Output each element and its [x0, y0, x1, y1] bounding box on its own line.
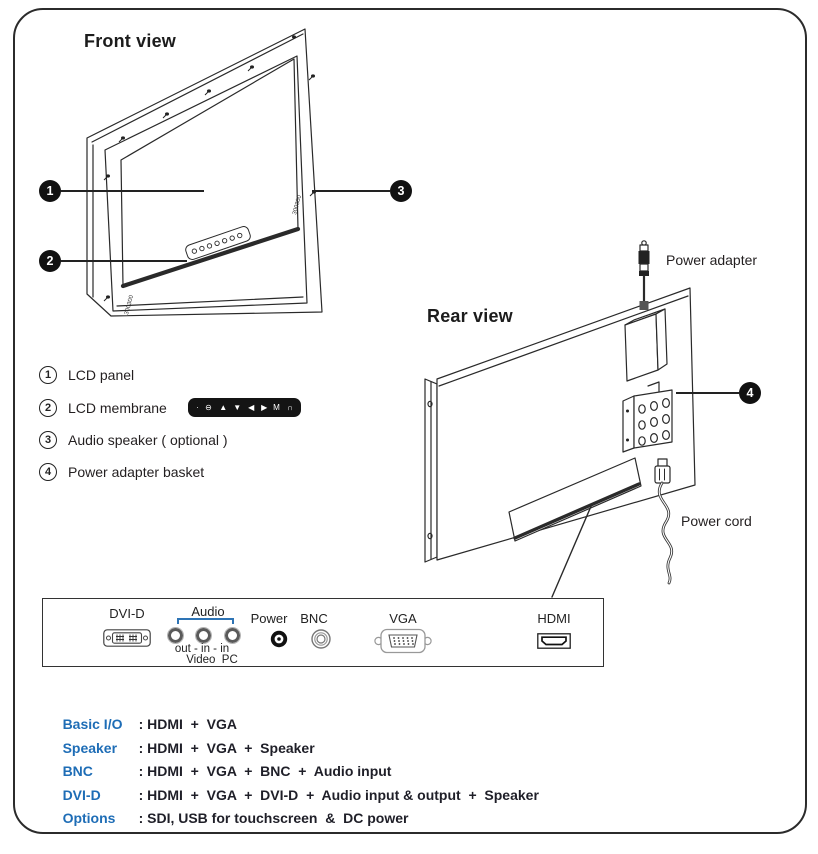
callout-2-badge: 2: [39, 250, 61, 272]
legend-item-3-number: 3: [39, 431, 57, 449]
callout-1-line: [61, 190, 204, 192]
dvi-label: DVI-D: [109, 606, 145, 621]
audio-bracket: [177, 618, 234, 624]
membrane-dot-icon: ·: [196, 402, 199, 412]
rear-view-title: Rear view: [427, 306, 513, 326]
power-adapter-label: Power adapter: [666, 252, 758, 268]
io-option-label: BNC: [62, 763, 93, 780]
rear-view-drawing: [405, 235, 805, 600]
audio-jack-row1-labels: out - in - in: [174, 643, 230, 655]
front-view-title: Front view: [84, 31, 177, 51]
callout-3-line: [312, 190, 390, 192]
vga-connector-icon: [374, 627, 432, 655]
audio-in-video-jack-icon: [196, 628, 211, 643]
hdmi-connector-icon: [537, 633, 571, 649]
io-option-value: : HDMI + VGA + BNC + Audio input: [138, 763, 392, 780]
io-option-value: : SDI, USB for touchscreen & DC power: [138, 809, 409, 826]
legend-item-4-number: 4: [39, 463, 57, 481]
membrane-down-icon: ▼: [233, 402, 242, 412]
membrane-menu-icon: M: [273, 402, 281, 412]
legend-item-1-label: LCD panel: [68, 367, 135, 383]
callout-3-badge: 3: [390, 180, 412, 202]
bnc-label: BNC: [300, 611, 328, 626]
audio-out-jack-icon: [168, 628, 183, 643]
io-option-value: : HDMI + VGA + DVI-D + Audio input & output + Speaker: [138, 786, 539, 803]
legend-item-2-number: 2: [39, 399, 57, 417]
io-options-table: [47, 690, 539, 826]
callout-1-badge: 1: [39, 180, 61, 202]
dvi-connector-icon: [103, 629, 151, 647]
io-option-value: : HDMI + VGA: [138, 716, 237, 733]
power-cord-label: Power cord: [681, 513, 752, 529]
audio-label: Audio: [191, 604, 225, 619]
io-option-row: [47, 690, 539, 733]
svg-text:300300: 300300: [292, 194, 304, 216]
membrane-left-icon: ◀: [248, 402, 255, 412]
audio-jack-row2-labels: Video PC: [186, 654, 238, 666]
io-option-label: Speaker: [62, 739, 118, 756]
callout-4-badge: 4: [739, 382, 761, 404]
membrane-right-icon: ▶: [260, 402, 268, 412]
io-option-label: Options: [62, 809, 116, 826]
svg-text:300300: 300300: [124, 294, 136, 316]
membrane-standby-icon: ⊖: [205, 402, 213, 412]
bnc-connector-icon: [311, 629, 331, 649]
power-jack-icon: [270, 630, 288, 648]
membrane-return-icon: ∩: [286, 402, 293, 412]
front-view-drawing: [50, 25, 440, 325]
legend-item-2-label: LCD membrane: [68, 400, 167, 416]
io-option-value: : HDMI + VGA + Speaker: [138, 739, 315, 756]
legend-item-1-number: 1: [39, 366, 57, 384]
callout-2-line: [61, 260, 187, 262]
hdmi-label: HDMI: [537, 611, 571, 626]
io-option-label: DVI-D: [62, 786, 101, 803]
power-label: Power: [250, 611, 288, 626]
connector-panel: [42, 598, 604, 667]
legend-item-4-label: Power adapter basket: [68, 464, 205, 480]
membrane-strip: [188, 398, 301, 417]
membrane-up-icon: ▲: [218, 402, 227, 412]
vga-label: VGA: [389, 611, 417, 626]
audio-in-pc-jack-icon: [225, 628, 240, 643]
io-option-label: Basic I/O: [62, 716, 123, 733]
callout-4-line: [676, 392, 739, 394]
legend-item-3-label: Audio speaker ( optional ): [68, 432, 228, 448]
